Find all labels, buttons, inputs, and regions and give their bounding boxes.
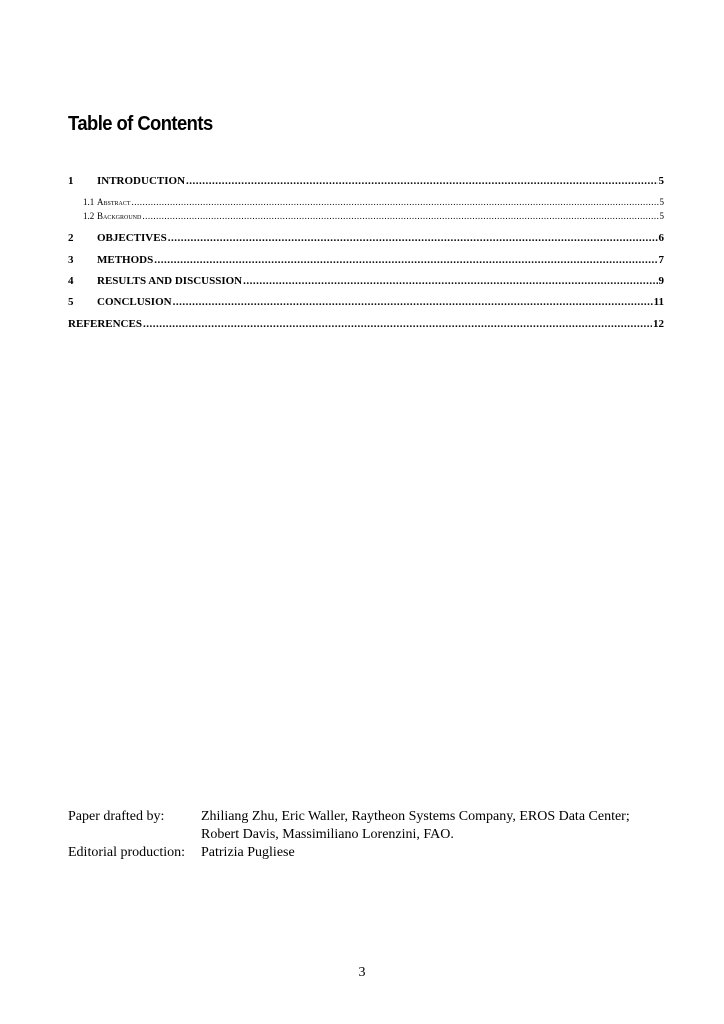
toc-entry-number: 4	[68, 275, 74, 287]
drafted-by-authors-line1: Zhiliang Zhu, Eric Waller, Raytheon Systems Company, EROS Data Center;	[201, 809, 630, 824]
toc-entry-label: REFERENCES	[68, 318, 142, 330]
toc-entry-label: Abstract	[97, 197, 131, 207]
toc-entry-label: METHODS	[97, 254, 154, 266]
toc-entry-page: 5	[659, 197, 664, 207]
toc-entry-number: 2	[68, 232, 74, 244]
toc-entry-background[interactable]	[68, 211, 664, 225]
toc-entry-introduction[interactable]	[68, 175, 664, 189]
toc-entry-label: INTRODUCTION	[97, 175, 186, 187]
toc-entry-label: Background	[97, 211, 142, 221]
toc-entry-number: 1	[68, 175, 74, 187]
toc-dot-leader	[243, 275, 657, 287]
toc-entry-page: 12	[653, 318, 664, 330]
toc-dot-leader	[173, 296, 653, 308]
toc-entry-references[interactable]	[68, 318, 664, 332]
drafted-by-authors-line2: Robert Davis, Massimiliano Lorenzini, FAO.	[201, 827, 454, 842]
drafted-by-label: Paper drafted by:	[68, 809, 165, 824]
editorial-production-name: Patrizia Pugliese	[201, 845, 295, 860]
toc-entry-page: 5	[659, 211, 664, 221]
toc-entry-page: 5	[658, 175, 664, 187]
toc-entry-label: RESULTS AND DISCUSSION	[97, 275, 243, 287]
toc-entry-number: 5	[68, 296, 74, 308]
credits-block	[68, 808, 630, 862]
toc-entry-number: 1.1	[83, 197, 95, 207]
toc-dot-leader	[132, 197, 659, 207]
toc-dot-leader	[168, 232, 658, 244]
toc-entry-number: 1.2	[83, 211, 95, 221]
toc-entry-results-and-discussion[interactable]	[68, 275, 664, 289]
toc-entry-abstract[interactable]	[68, 197, 664, 211]
toc-entry-methods[interactable]	[68, 254, 664, 268]
toc-entry-label: OBJECTIVES	[97, 232, 167, 244]
toc-entry-page: 9	[658, 275, 664, 287]
toc-dot-leader	[143, 318, 652, 330]
toc-entry-page: 6	[658, 232, 664, 244]
toc-entry-page: 11	[653, 296, 664, 308]
toc-dot-leader	[186, 175, 657, 187]
toc-dot-leader	[142, 211, 658, 221]
toc-entry-conclusion[interactable]	[68, 296, 664, 310]
toc-entry-page: 7	[658, 254, 664, 266]
page-number: 3	[358, 965, 366, 980]
toc-title: Table of Contents	[68, 113, 213, 135]
toc-entry-number: 3	[68, 254, 74, 266]
toc-entry-objectives[interactable]	[68, 232, 664, 246]
toc-dot-leader	[154, 254, 657, 266]
editorial-production-label: Editorial production:	[68, 845, 186, 860]
toc-entry-label: CONCLUSION	[97, 296, 172, 308]
